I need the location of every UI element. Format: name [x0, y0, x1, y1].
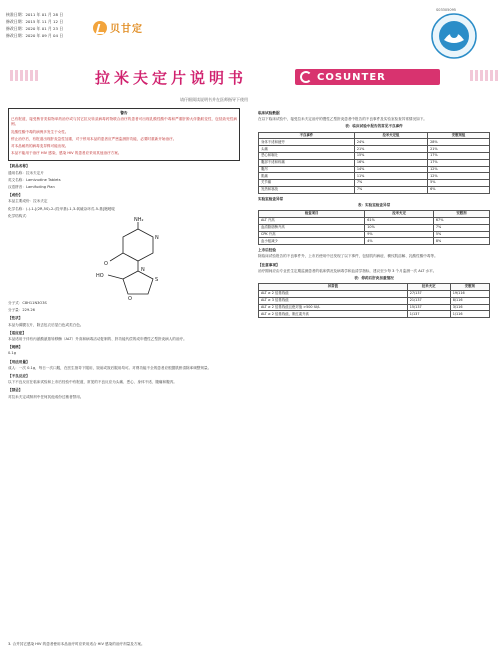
svg-text:NH₂: NH₂	[134, 217, 144, 224]
revision-dates	[6, 11, 63, 39]
table-row	[259, 139, 490, 146]
table-row	[259, 304, 490, 311]
table-header: 安慰剂组	[428, 132, 490, 139]
usage-text: 成人：一次 0.1g，每日一次口服，在医生指导下服用，饭前或饭后服用均可。对肾功能不全的患者应根据肌酐清除率调整剂量。	[8, 365, 212, 370]
table-cell: 7%	[354, 186, 427, 193]
table-row	[259, 311, 490, 318]
hepatitis-exacerbation-table	[258, 283, 490, 318]
table-cell: 发热和寒战	[259, 186, 355, 193]
table-cell: 3/116	[450, 304, 489, 311]
table-cell: ALT ≥ 2 倍基线值且绝对值 >500 IU/L	[259, 304, 408, 311]
table-row	[259, 173, 490, 180]
table-row	[259, 153, 490, 160]
approval-number: S03305095	[436, 8, 457, 12]
table-header-row	[259, 284, 490, 291]
table-row	[259, 217, 490, 224]
cosunter-mark-icon	[300, 71, 312, 83]
table-cell: 9%	[365, 231, 434, 238]
table-cell: 16%	[354, 159, 427, 166]
lamivudine-structure-icon	[8, 217, 240, 303]
table-row	[259, 231, 490, 238]
drug-name-line: 英文名称：Lamivudine Tablets	[8, 177, 61, 182]
table-cell: 61%	[365, 217, 434, 224]
table-cell: 21%	[354, 146, 427, 153]
adverse-heading: 【不良反应】	[8, 374, 30, 379]
molecular-weight: 分子量：229.26	[8, 308, 35, 313]
lab-heading: 实验室检查异常	[258, 196, 284, 201]
molecular-formula: 分子式：C8H11N3O3S	[8, 301, 47, 306]
drug-name-line: 通用名称：拉米夫定片	[8, 170, 44, 175]
decorative-stripe-right	[470, 70, 500, 81]
svg-text:O: O	[104, 261, 108, 268]
clinical-heading: 临床试验数据	[258, 111, 280, 115]
description-text: 本品为薄膜衣片，除去包衣后显白色或类白色。	[8, 322, 84, 327]
revision-date: 修改日期：2020 年 09 月 04 日	[6, 33, 64, 38]
brand-mark-icon	[93, 21, 107, 35]
table-cell: 头痛	[259, 146, 355, 153]
table-row	[259, 166, 490, 173]
table-cell: 5%	[428, 180, 490, 187]
brand-logo	[93, 20, 143, 35]
table-row	[259, 146, 490, 153]
table-cell: 15/137	[407, 304, 450, 311]
table-cell: 身体不适和疲劳	[259, 139, 355, 146]
table-cell: 6%	[428, 186, 490, 193]
ingredient-line: 化学名称：(-)-1-[(2R,5S)-2-(羟甲基)-1,3-氧硫杂环戊-5-基]胞嘧啶	[8, 206, 116, 211]
table-cell: 19/116	[450, 290, 489, 297]
brand-name: 贝甘定	[110, 24, 143, 35]
table-cell: 10%	[365, 224, 434, 231]
table-cell: 5%	[433, 231, 489, 238]
table-cell: 8/116	[450, 297, 489, 304]
contraindication-text: 对拉米夫定或制剂中任何其他成份过敏者禁用。	[8, 394, 84, 399]
svg-text:S: S	[155, 277, 159, 284]
indication-heading: 【适应症】	[8, 330, 26, 335]
ingredient-line: 本品主要成份：拉米夫定	[8, 199, 48, 204]
warning-line: 已有报道，接受核苷类似物单药治疗或与其它抗反转录病毒药物联合治疗的患者可出现乳酸性酸中毒和严重肝肿大伴脂肪变性，包括致死性病例。	[11, 117, 237, 127]
table-row	[259, 186, 490, 193]
table-caption: 表：实验室检查异常	[357, 202, 391, 207]
table-cell: 腹泻	[259, 166, 355, 173]
approval-date: 核准日期：2011 年 01 月 28 日	[6, 12, 64, 17]
warning-box	[8, 108, 240, 161]
adverse-events-table	[258, 132, 490, 194]
table-cell: 关节痛	[259, 180, 355, 187]
table-cell: 21/137	[407, 297, 450, 304]
table-cell: ALT ≥ 2 倍基线值，胆红素升高	[259, 311, 408, 318]
svg-text:N: N	[141, 267, 145, 274]
ingredient-heading: 【成份】	[8, 193, 23, 198]
table-header: 不良事件	[259, 132, 355, 139]
table-header: 检查项目	[259, 211, 365, 218]
table-cell: 67%	[433, 217, 489, 224]
table-cell: 17%	[428, 159, 490, 166]
hepatitis-seal-icon	[430, 12, 478, 60]
table-cell: 血小板减少	[259, 238, 365, 245]
table-cell: 14%	[354, 166, 427, 173]
table-header-row	[259, 211, 490, 218]
warning-line: 停止治疗后，有报道出现肝炎急性加重，对于停用本品的患者应严密监测肝功能，必要时重新开始治疗。	[11, 136, 177, 141]
drug-name-heading: 【药品名称】	[8, 164, 30, 169]
cosunter-logo-text: COSUNTER	[317, 71, 386, 83]
table-row	[259, 159, 490, 166]
usage-notice: 请仔细阅读说明书并在医师指导下使用	[180, 97, 248, 102]
usage-heading: 【用法用量】	[8, 359, 30, 364]
table-cell: 7%	[433, 224, 489, 231]
table-row	[259, 238, 490, 245]
table-cell: 27/137	[407, 290, 450, 297]
table-row	[259, 290, 490, 297]
table-header: 安慰剂	[450, 284, 489, 291]
table-cell: 12%	[428, 166, 490, 173]
adverse-text: 以下不良反应在临床试验和上市后经验中有报道，常见的不良反应为头痛、恶心、身体不适、腹痛和腹泻。	[8, 380, 177, 385]
table-header: 拉米夫定	[407, 284, 450, 291]
cosunter-logo	[295, 69, 440, 85]
table-header: 拉米夫定组	[354, 132, 427, 139]
table-cell: 7%	[354, 180, 427, 187]
table-row	[259, 180, 490, 187]
table-cell: 15%	[354, 153, 427, 160]
spec-text: 0.1g	[8, 351, 16, 356]
table-header-row	[259, 132, 490, 139]
revision-date: 修改日期：2020 年 01 月 23 日	[6, 26, 64, 31]
postmarketing-heading: 上市后经验	[258, 248, 276, 253]
table-cell: 11%	[354, 173, 427, 180]
svg-text:O: O	[128, 296, 132, 303]
document-title: 拉米夫定片说明书	[94, 69, 247, 87]
table-cell: 21%	[428, 146, 490, 153]
right-column	[258, 108, 490, 321]
table-cell: 肌痛	[259, 173, 355, 180]
table-row	[259, 224, 490, 231]
left-column	[8, 108, 240, 402]
warning-title: 警告	[120, 111, 128, 115]
svg-text:HO: HO	[96, 273, 104, 280]
table-cell: 血清脂肪酶升高	[259, 224, 365, 231]
table-row	[259, 297, 490, 304]
table-cell: 4%	[365, 238, 434, 245]
title-bar	[0, 65, 500, 87]
table-header: 异常值	[259, 284, 408, 291]
svg-text:N: N	[155, 235, 159, 242]
table-cell: 28%	[428, 139, 490, 146]
description-heading: 【性状】	[8, 316, 23, 321]
warning-line: 本品不能用于治疗 HIV 感染，感染 HIV 的患者应采用其他治疗方案。	[11, 151, 122, 156]
revision-date: 修改日期：2015 年 11 月 12 日	[6, 19, 64, 24]
indication-text: 本品适用于伴有丙氨酸氨基转移酶（ALT）升高和病毒活动复制的、肝功能代偿的成年慢性乙型肝炎病人的治疗。	[8, 337, 187, 342]
contraindication-heading: 【禁忌】	[8, 388, 23, 393]
table-caption: 表：停药后肝炎加重情况	[354, 275, 394, 280]
table-cell: 1/116	[450, 311, 489, 318]
table-cell: 12%	[428, 173, 490, 180]
table-header: 安慰剂	[433, 211, 489, 218]
postmarketing-text: 除临床试验报告的不良事件外，上市后使用中还发现了以下事件，包括肌肉病症、横纹肌溶解、乳酸性酸中毒等。	[258, 254, 438, 259]
chemical-structure	[8, 217, 240, 303]
footer-note: 3. 合并其它感染 HIV 的患者使用本品治疗时应采用适合 HIV 感染的治疗剂量及方案。	[8, 642, 145, 646]
table-header: 拉米夫定	[365, 211, 434, 218]
clinical-text: 在以下临床试验中，接受拉米夫定治疗的慢性乙型肝炎患者中报告的不良事件及实验室检查异常情况如下。	[258, 117, 427, 122]
table-cell: 1/137	[407, 311, 450, 318]
ingredient-line: 化学结构式：	[8, 213, 30, 218]
table-cell: 腹部不适和疼痛	[259, 159, 355, 166]
table-cell: 恶心和呕吐	[259, 153, 355, 160]
precautions-heading: 【注意事项】	[258, 262, 280, 267]
table-cell: 17%	[428, 153, 490, 160]
table-cell: ALT ≥ 2 倍基线值	[259, 290, 408, 297]
precautions-text: 治疗期间应由专业医生定期监测患者的临床情况及病毒学和血清学指标，建议至少每 3 个月监测一次 ALT 水平。	[258, 268, 437, 273]
table-cell: 24%	[354, 139, 427, 146]
table-caption: 表：临床试验中报告的常见不良事件	[345, 124, 403, 129]
decorative-stripe-left	[10, 70, 40, 81]
header-band	[0, 0, 500, 50]
warning-line: 乳酸性酸中毒的病例多发生于女性。	[11, 129, 69, 134]
warning-line: 对本品耐药的病毒变异株可能出现。	[11, 144, 69, 149]
lab-abnormalities-table	[258, 210, 490, 245]
table-cell: ALT 升高	[259, 217, 365, 224]
table-cell: ALT ≥ 3 倍基线值	[259, 297, 408, 304]
table-cell: 8%	[433, 238, 489, 245]
drug-name-line: 汉语拼音：Lamifuding Pian	[8, 185, 55, 190]
spec-heading: 【规格】	[8, 345, 23, 350]
table-cell: CPK 升高	[259, 231, 365, 238]
